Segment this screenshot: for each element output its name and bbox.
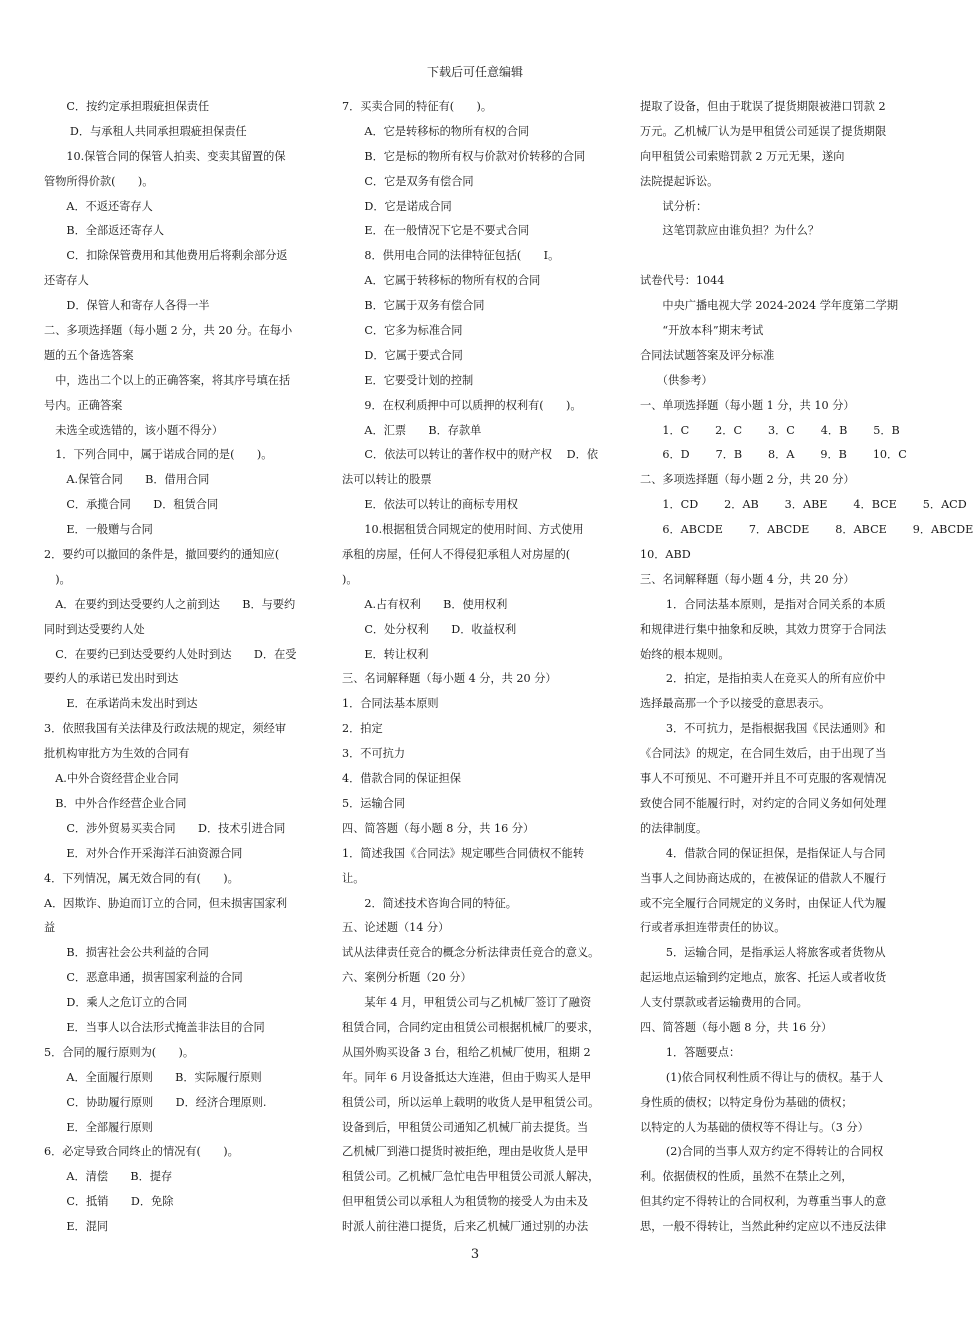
text-line: A.中外合资经营企业合同 [44, 772, 179, 786]
text-line: D．它是诺成合同 [342, 199, 452, 213]
text-line: 三、名词解释题（每小题 4 分，共 20 分） [640, 572, 855, 586]
text-line: 六、案例分析题（20 分） [342, 971, 472, 985]
text-line: 四、简答题（每小题 8 分，共 16 分） [640, 1020, 833, 1034]
text-line: A．汇票 B．存款单 [342, 423, 482, 437]
text-line: 租赁公司，所以运单上载明的收货人是甲租赁公司。 [342, 1095, 600, 1109]
text-line: 承租的房屋，任何人不得侵犯承租人对房屋的( [342, 548, 571, 562]
text-line: 1．简述我国《合同法》规定哪些合同债权不能转 [342, 846, 585, 860]
text-line: 还寄存人 [44, 274, 89, 288]
text-line: 始终的根本规则。 [640, 647, 730, 661]
text-line: 7．买卖合同的特征有( )。 [342, 100, 493, 113]
text-line: D．与承租人共同承担瑕疵担保责任 [44, 124, 247, 138]
text-line: E．当事人以合法形式掩盖非法目的合同 [44, 1020, 265, 1034]
text-line: 10.根据租赁合同规定的使用时间、方式使用 [342, 523, 584, 537]
text-line: D．它属于要式合同 [342, 348, 463, 362]
text-line: 要约人的承诺已发出时到达 [44, 672, 179, 686]
text-line: 和规律进行集中抽象和反映，其效力贯穿于合同法 [640, 622, 887, 636]
text-line: 号内。正确答案 [44, 398, 123, 412]
text-line: 1．答题要点： [640, 1045, 741, 1059]
text-line: 的法律制度。 [640, 821, 708, 835]
text-line: 中，选出二个以上的正确答案，将其序号填在括 [44, 373, 291, 387]
text-line: C．恶意串通，损害国家利益的合同 [44, 971, 243, 985]
text-line: 6．D 7．B 8．A 9．B 10．C [640, 448, 907, 462]
text-line: C．涉外贸易买卖合同 D．技术引进合同 [44, 821, 286, 835]
text-line: 但甲租赁公司以承租人为租赁物的接受人为由未及 [342, 1195, 589, 1209]
column-right [640, 95, 973, 1240]
text-line: 10．ABD [640, 548, 691, 562]
text-line: 4．借款合同的保证担保 [342, 772, 461, 786]
text-line: 二、多项选择题（每小题 2 分，共 20 分） [640, 473, 855, 487]
text-line: 致使合同不能履行时，对约定的合同义务如何处理 [640, 796, 887, 810]
text-line: 设备到后，甲租赁公司通知乙机械厂前去提货。当 [342, 1120, 589, 1134]
text-line: E．在承诺尚未发出时到达 [44, 697, 198, 711]
text-line: A．清偿 B．提存 [44, 1170, 173, 1184]
page-header: 下载后可任意编辑 [426, 65, 523, 79]
text-line: 中央广播电视大学 2024-2024 学年度第二学期 [640, 299, 899, 313]
text-line: 2．要约可以撤回的条件是，撤回要约的通知应( [44, 548, 280, 562]
text-line: 4．下列情况，属无效合同的有( )。 [44, 871, 239, 885]
text-line: 向甲租赁公司索赔罚款 2 万元无果，遂向 [640, 149, 845, 163]
text-line: 法院提起诉讼。 [640, 174, 719, 188]
text-line: （供参考） [640, 373, 713, 387]
text-line: 让。 [342, 871, 365, 885]
text-line: 年。同年 6 月设备抵达大连港，但由于购买人是甲 [342, 1070, 592, 1084]
text-line: 1．C 2．C 3．C 4．B 5．B [640, 423, 900, 437]
text-line: )。 [44, 572, 71, 586]
text-line: E．转让权利 [342, 647, 429, 661]
text-line: 3．依照我国有关法律及行政法规的规定，须经审 [44, 722, 287, 736]
text-line: C．处分权利 D．收益权利 [342, 622, 517, 636]
text-line: 未选全或选错的，该小题不得分） [44, 423, 224, 437]
text-line: 利。依据债权的性质，虽然不在禁止之列， [640, 1170, 853, 1184]
text-line: 试卷代号：1044 [640, 274, 725, 288]
text-line: 管物所得价款( )。 [44, 174, 154, 188]
text-line: B．它属于双务有偿合同 [342, 299, 485, 313]
text-line: C．扣除保管费用和其他费用后将剩余部分返 [44, 249, 288, 263]
text-line: 思，一般不得转让，当然此种约定应以不违反法律 [640, 1220, 887, 1234]
text-line: 1．下列合同中，属于诺成合同的是( )。 [44, 448, 273, 462]
text-line: 6．ABCDE 7．ABCDE 8．ABCE 9．ABCDE [640, 523, 973, 537]
text-line: 试分析： [640, 199, 708, 213]
text-line: 9．在权利质押中可以质押的权利有( )。 [342, 398, 582, 412]
column-left [44, 95, 330, 1240]
text-line: 4．借款合同的保证担保，是指保证人与合同 [640, 846, 886, 860]
text-line: 2．拍定，是指拍卖人在竞买人的所有应价中 [640, 672, 886, 686]
text-line: E．全部履行原则 [44, 1120, 153, 1134]
text-line: 人支付票款或者运输费用的合同。 [640, 996, 808, 1010]
text-line: 租赁合同，合同约定由租赁公司根据机械厂的要求， [342, 1020, 600, 1034]
text-line: )。 [342, 572, 358, 586]
text-line: 一、单项选择题（每小题 1 分，共 10 分） [640, 398, 855, 412]
text-line: E．依法可以转让的商标专用权 [342, 498, 518, 512]
text-line: B．损害社会公共利益的合同 [44, 946, 209, 960]
text-line: A．它属于转移标的物所有权的合同 [342, 274, 541, 288]
text-line: E．在一般情况下它是不要式合同 [342, 224, 530, 238]
text-line: 某年 4 月，甲租赁公司与乙机械厂签订了融资 [342, 996, 592, 1010]
text-line: (1)依合同权利性质不得让与的债权。基于人 [640, 1070, 884, 1084]
text-line: 提取了设备，但由于耽误了提货期限被港口罚款 2 [640, 100, 886, 113]
text-line: C．协助履行原则 D．经济合理原则. [44, 1095, 267, 1109]
text-line: 3．不可抗力，是指根据我国《民法通则》和 [640, 722, 886, 736]
text-line: 或不完全履行合同规定的义务时，由保证人代为履 [640, 896, 887, 910]
text-line: 《合同法》的规定，在合同生效后，由于出现了当 [640, 747, 887, 761]
text-line: 从国外购买设备 3 台，租给乙机械厂使用，租期 2 [342, 1045, 591, 1059]
page-number: 3 [470, 1247, 480, 1262]
text-line: D．乘人之危订立的合同 [44, 996, 188, 1010]
text-line: A．全面履行原则 B．实际履行原则 [44, 1070, 262, 1084]
text-line: 5．运输合同，是指承运人将旅客或者货物从 [640, 946, 886, 960]
column-middle [342, 95, 628, 1240]
text-line: 身性质的债权；以特定身份为基础的债权； [640, 1095, 853, 1109]
text-line: 这笔罚款应由谁负担？为什么？ [640, 224, 820, 238]
text-line: 1．CD 2．AB 3．ABE 4．BCE 5．ACD [640, 498, 967, 512]
text-line: 当事人之间协商达成的，在被保证的借款人不履行 [640, 871, 887, 885]
text-line: 2．简述技术咨询合同的特征。 [342, 896, 517, 910]
text-line: A．不返还寄存人 [44, 199, 153, 213]
text-line: 批机构审批方为生效的合同有 [44, 747, 190, 761]
text-line: 题的五个备选答案 [44, 348, 134, 362]
text-line: 同时到达受要约人处 [44, 622, 145, 636]
text-line: D．保管人和寄存人各得一半 [44, 299, 210, 313]
text-line: 1．合同法基本原则 [342, 697, 439, 711]
text-line: C．抵销 D．免除 [44, 1195, 174, 1209]
text-line: C．在要约已到达受要约人处时到达 D．在受 [44, 647, 297, 661]
text-line: 5．运输合同 [342, 796, 406, 810]
text-line: 乙机械厂到港口提货时被拒绝，理由是收货人是甲 [342, 1145, 589, 1159]
text-line: 选择最高那一个予以接受的意思表示。 [640, 697, 831, 711]
text-line: A.保管合同 B．借用合同 [44, 473, 210, 487]
text-line: 租赁公司。乙机械厂急忙电告甲租赁公司派人解决， [342, 1170, 600, 1184]
text-line: “开放本科”期末考试 [640, 324, 764, 338]
text-line: C．依法可以转让的著作权中的财产权 D．依 [342, 448, 599, 462]
text-line: 2．拍定 [342, 722, 383, 736]
text-line: C．它是双务有偿合同 [342, 174, 474, 188]
text-line: E．混同 [44, 1220, 109, 1234]
text-line: 1．合同法基本原则，是指对合同关系的本质 [640, 597, 886, 611]
text-line: 起运地点运输到约定地点，旅客、托运人或者收货 [640, 971, 887, 985]
text-line: C．承揽合同 D．租赁合同 [44, 498, 219, 512]
text-line: 四、简答题（每小题 8 分，共 16 分） [342, 821, 535, 835]
text-line: A．因欺诈、胁迫而订立的合同，但未损害国家利 [44, 896, 288, 910]
text-line: A．它是转移标的物所有权的合同 [342, 124, 530, 138]
text-line: E．对外合作开采海洋石油资源合同 [44, 846, 243, 860]
text-line: B．中外合作经营企业合同 [44, 796, 187, 810]
text-line: 3．不可抗力 [342, 747, 406, 761]
text-line: B．它是标的物所有权与价款对价转移的合同 [342, 149, 586, 163]
text-line: 但其约定不得转让的合同权利，为尊重当事人的意 [640, 1195, 887, 1209]
text-line: 万元。乙机械厂认为是甲租赁公司延误了提货期限 [640, 124, 887, 138]
text-line: 5．合同的履行原则为( )。 [44, 1045, 195, 1059]
text-line: (2)合同的当事人双方约定不得转让的合同权 [640, 1145, 884, 1159]
text-line: 以特定的人为基础的债权等不得让与。（3 分） [640, 1120, 869, 1134]
text-line: 10.保管合同的保管人拍卖、变卖其留置的保 [44, 149, 286, 163]
text-line: 益 [44, 921, 56, 935]
text-line: E．一般赠与合同 [44, 523, 153, 537]
text-line: 五、论述题（14 分） [342, 921, 450, 935]
text-line: 行或者承担连带责任的协议。 [640, 921, 786, 935]
text-line: 二、多项选择题（每小题 2 分，共 20 分。在每小 [44, 324, 293, 338]
text-line: 试从法律责任竞合的概念分析法律责任竞合的意义。 [342, 946, 600, 960]
text-line: 时派人前往港口提货，后来乙机械厂通过别的办法 [342, 1220, 589, 1234]
text-line: 6．必定导致合同终止的情况有( )。 [44, 1145, 239, 1159]
text-line: 事人不可预见、不可避开并且不可克服的客观情况 [640, 772, 887, 786]
text-line: E．它要受计划的控制 [342, 373, 474, 387]
text-line: 8．供用电合同的法律特征包括( I。 [342, 249, 560, 263]
text-line: 法可以转让的股票 [342, 473, 432, 487]
text-line: A．在要约到达受要约人之前到达 B．与要约 [44, 597, 296, 611]
text-line: 三、名词解释题（每小题 4 分，共 20 分） [342, 672, 557, 686]
text-line: C．按约定承担瑕疵担保责任 [44, 100, 210, 113]
text-line [640, 244, 910, 269]
text-line: B．全部返还寄存人 [44, 224, 165, 238]
text-line: C．它多为标准合同 [342, 324, 463, 338]
text-line: A.占有权利 B．使用权利 [342, 597, 508, 611]
text-line: 合同法试题答案及评分标准 [640, 348, 775, 362]
